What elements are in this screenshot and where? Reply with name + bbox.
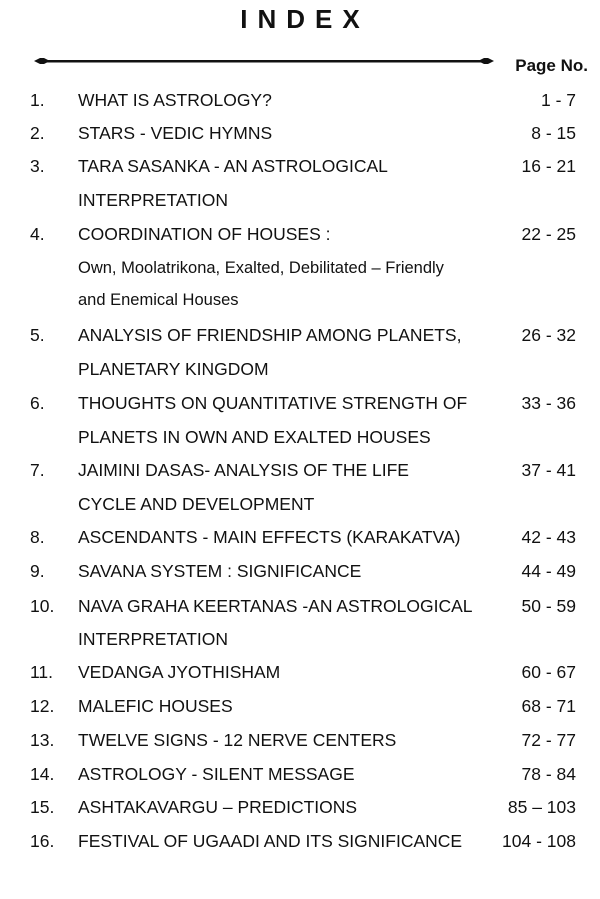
entry-title: STARS - VEDIC HYMNS — [78, 123, 273, 143]
entry-number: 7. — [30, 460, 45, 480]
entry-title-continued: INTERPRETATION — [78, 190, 229, 210]
entry-title: ASCENDANTS - MAIN EFFECTS (KARAKATVA) — [78, 527, 461, 547]
entry-title: TWELVE SIGNS - 12 NERVE CENTERS — [78, 730, 397, 750]
entry-pages: 72 - 77 — [521, 730, 576, 750]
entry-number: 3. — [30, 156, 45, 176]
entry-number: 13. — [30, 730, 55, 750]
entry-pages: 16 - 21 — [521, 156, 576, 176]
entry-title-continued: PLANETS IN OWN AND EXALTED HOUSES — [78, 427, 431, 447]
entry-title: VEDANGA JYOTHISHAM — [78, 662, 281, 682]
entry-number: 11. — [30, 662, 54, 682]
entry-pages: 33 - 36 — [521, 393, 576, 413]
entry-number: 14. — [30, 764, 55, 784]
entry-pages: 44 - 49 — [521, 561, 576, 581]
entry-number: 4. — [30, 224, 45, 244]
entry-pages: 78 - 84 — [521, 764, 576, 784]
entry-pages: 37 - 41 — [521, 460, 576, 480]
entry-number: 9. — [30, 561, 45, 581]
entry-pages: 42 - 43 — [521, 527, 576, 547]
index-title: INDEX — [240, 4, 370, 34]
entry-number: 8. — [30, 527, 45, 547]
page-number-header: Page No. — [515, 56, 588, 75]
entry-number: 1. — [30, 90, 45, 110]
entry-number: 10. — [30, 596, 55, 616]
entry-pages: 104 - 108 — [502, 831, 576, 851]
entry-title: WHAT IS ASTROLOGY? — [78, 90, 272, 110]
entry-number: 5. — [30, 325, 45, 345]
entry-title: ANALYSIS OF FRIENDSHIP AMONG PLANETS, — [78, 325, 462, 345]
entry-title-continued: INTERPRETATION — [78, 629, 229, 649]
entry-pages: 85 – 103 — [507, 797, 576, 817]
entry-title: TARA SASANKA - AN ASTROLOGICAL — [78, 156, 388, 176]
decorative-rule — [34, 58, 494, 64]
entry-title-continued: and Enemical Houses — [78, 291, 239, 309]
entry-title: ASTROLOGY - SILENT MESSAGE — [78, 764, 355, 784]
entry-pages: 68 - 71 — [521, 696, 576, 716]
entry-title: JAIMINI DASAS- ANALYSIS OF THE LIFE — [78, 460, 409, 480]
entry-pages: 26 - 32 — [521, 325, 576, 345]
entry-pages: 8 - 15 — [531, 123, 576, 143]
entry-title: COORDINATION OF HOUSES : — [78, 224, 331, 244]
entry-number: 12. — [30, 696, 55, 716]
entry-number: 16. — [30, 831, 55, 851]
entry-number: 2. — [30, 123, 45, 143]
entry-title: MALEFIC HOUSES — [78, 696, 233, 716]
entry-title: NAVA GRAHA KEERTANAS -AN ASTROLOGICAL — [78, 596, 473, 616]
entry-title: FESTIVAL OF UGAADI AND ITS SIGNIFICANCE — [78, 831, 463, 851]
entry-pages: 1 - 7 — [540, 90, 576, 110]
entry-title: SAVANA SYSTEM : SIGNIFICANCE — [78, 561, 362, 581]
entry-pages: 22 - 25 — [521, 224, 576, 244]
entry-title-continued: Own, Moolatrikona, Exalted, Debilitated – Friendly — [78, 259, 444, 277]
entry-title-continued: PLANETARY KINGDOM — [78, 359, 269, 379]
entry-title: ASHTAKAVARGU – PREDICTIONS — [78, 797, 358, 817]
entry-pages: 50 - 59 — [521, 596, 576, 616]
entry-title-continued: CYCLE AND DEVELOPMENT — [78, 494, 315, 514]
entry-number: 15. — [30, 797, 55, 817]
entry-number: 6. — [30, 393, 45, 413]
entry-title: THOUGHTS ON QUANTITATIVE STRENGTH OF — [78, 393, 468, 413]
entry-pages: 60 - 67 — [521, 662, 576, 682]
